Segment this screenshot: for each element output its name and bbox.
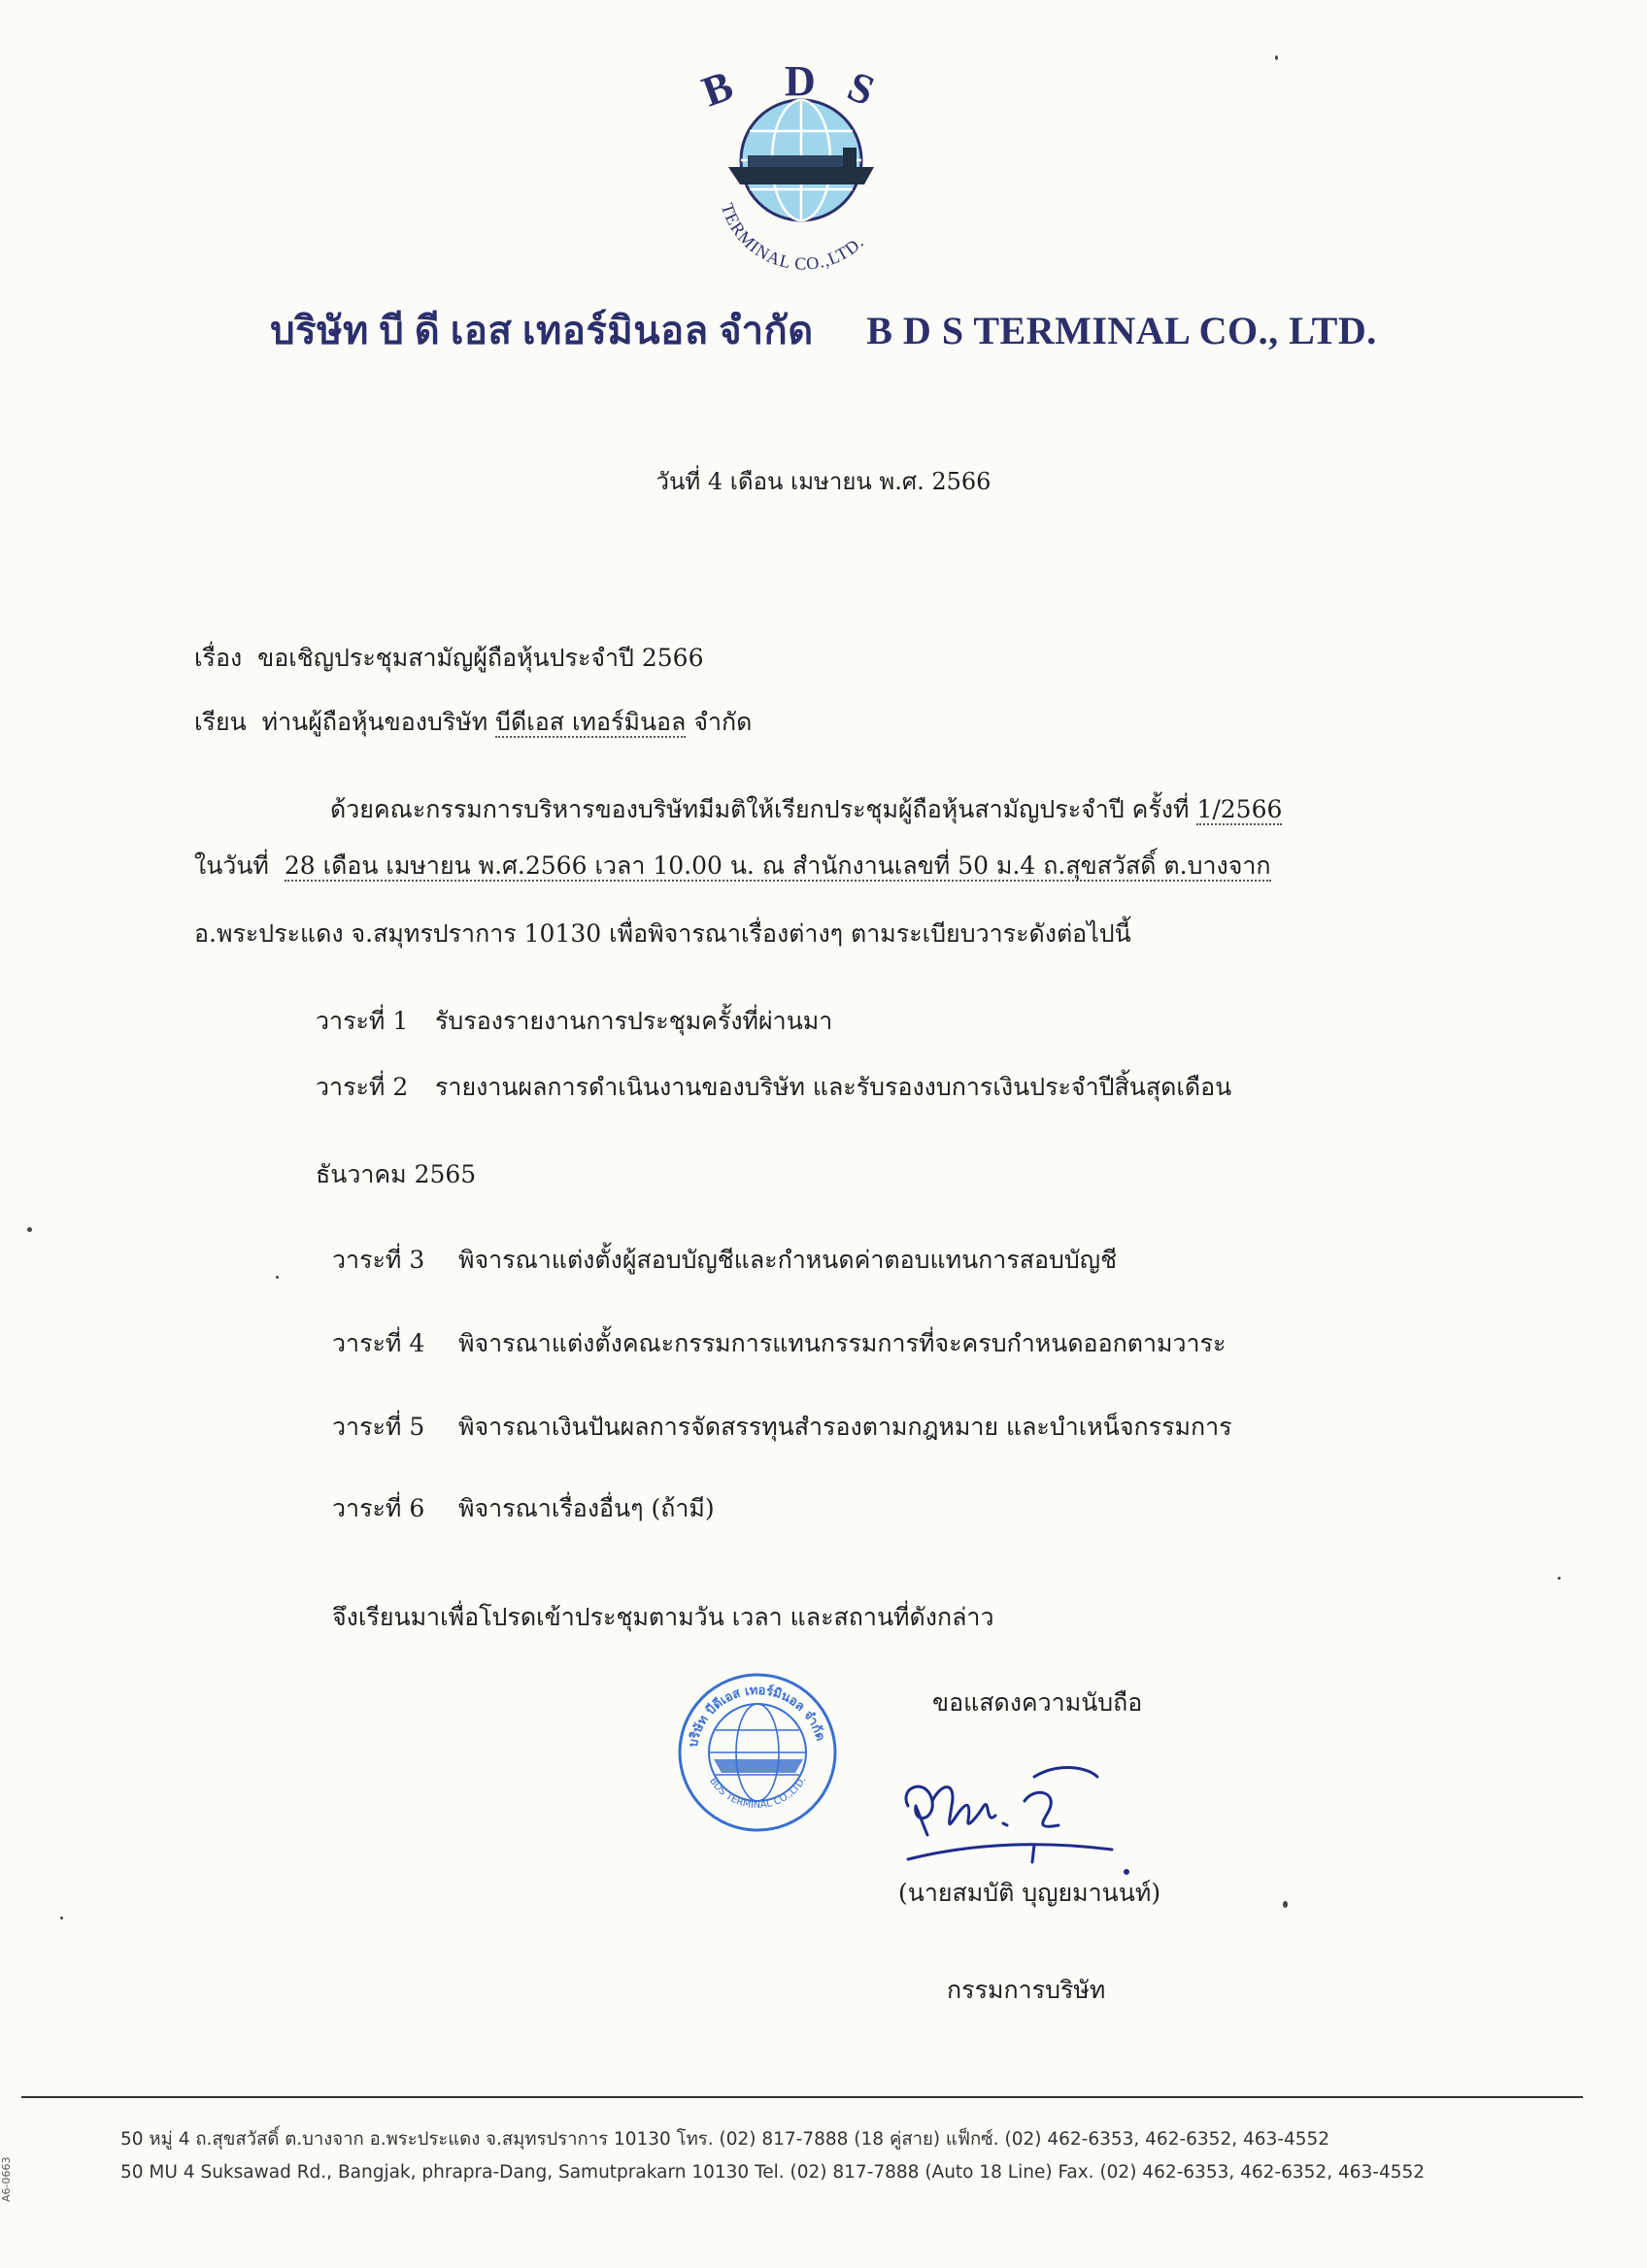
scan-speck: [1275, 55, 1278, 60]
agenda-item-2-continued: ธันวาคม 2565: [316, 1160, 477, 1188]
agenda-text: พิจารณาแต่งตั้งคณะกรรมการแทนกรรมการที่จะครบกำหนดออกตามวาระ: [458, 1329, 1227, 1357]
signer-title: กรรมการบริษัท: [947, 1976, 1106, 2004]
seal-subtext: BDS TERMINAL CO.,LTD.: [707, 1775, 809, 1812]
agenda-label: วาระที่ 6: [332, 1494, 425, 1522]
paragraph-line-3: อ.พระประแดง จ.สมุทรปราการ 10130 เพื่อพิจารณาเรื่องต่างๆ ตามระเบียบวาระดังต่อไปนี้: [194, 919, 1131, 948]
scan-speck: [1283, 1901, 1288, 1908]
agenda-item-4: [332, 1324, 1226, 1363]
scan-speck: [60, 1917, 63, 1919]
paragraph-line-2: [194, 847, 1271, 885]
recipient-label: เรียน: [194, 708, 247, 736]
paragraph-line-1-text: ด้วยคณะกรรมการบริหารของบริษัทมีมติให้เรียกประชุมผู้ถือหุ้นสามัญประจำปี ครั้งที่: [330, 795, 1190, 823]
paragraph-line-2-label: ในวันที่: [194, 851, 269, 880]
closing-sentence: จึงเรียนมาเพื่อโปรดเข้าประชุมตามวัน เวลา และสถานที่ดังกล่าว: [332, 1603, 994, 1631]
signer-name: (นายสมบัติ บุญยมานนท์): [898, 1879, 1161, 1907]
recipient-line: [194, 703, 752, 742]
agenda-label: วาระที่ 4: [332, 1329, 425, 1357]
agenda-text: พิจารณาเรื่องอื่นๆ (ถ้ามี): [458, 1494, 715, 1522]
scan-speck: [27, 1227, 32, 1232]
footer-address-en: 50 MU 4 Suksawad Rd., Bangjak, phrapra-Dang, Samutprakarn 10130 Tel. (02) 817-7888 (Auto 18 Line) Fax. (02) 462-6353, 462-6352, 463-4552: [120, 2162, 1426, 2183]
recipient-company: บีดีเอส เทอร์มินอล: [495, 708, 687, 736]
agenda-text: พิจารณาแต่งตั้งผู้สอบบัญชีและกำหนดค่าตอบแทนการสอบบัญชี: [458, 1246, 1118, 1274]
agenda-item-3: [332, 1241, 1117, 1280]
company-seal: [675, 1670, 840, 1835]
paragraph-line-1: [330, 790, 1282, 829]
seal-text: บริษัท บีดีเอส เทอร์มินอล จำกัด: [686, 1683, 828, 1749]
logo-ring-text: TERMINAL CO.,LTD.: [717, 200, 868, 274]
document-code: A6-0663: [0, 2156, 13, 2202]
agenda-label: วาระที่ 5: [332, 1413, 425, 1441]
agenda-item-5: [332, 1408, 1232, 1447]
company-name-en: B D S TERMINAL CO., LTD.: [866, 309, 1377, 352]
letter-date: วันที่ 4 เดือน เมษายน พ.ศ. 2566: [655, 468, 992, 495]
agenda-label: วาระที่ 3: [332, 1246, 425, 1274]
logo-letter-s: S: [841, 61, 882, 116]
agenda-text: รายงานผลการดำเนินงานของบริษัท และรับรองงบการเงินประจำปีสิ้นสุดเดือน: [435, 1073, 1232, 1101]
scan-speck: [1558, 1577, 1561, 1580]
agenda-item-1: [316, 1002, 832, 1041]
subject-label: เรื่อง: [194, 644, 243, 672]
bds-logo: [680, 58, 923, 282]
meeting-number: 1/2566: [1196, 795, 1283, 823]
footer-address-th: 50 หมู่ 4 ถ.สุขสวัสดิ์ ต.บางจาก อ.พระประแดง จ.สมุทรปราการ 10130 โทร. (02) 817-7888 (18 คู่สาย) แฟ็กซ์. (02) 462-6353, 462-6352, 463-4552: [120, 2129, 1330, 2150]
handwritten-signature: [889, 1748, 1141, 1893]
regards: ขอแสดงความนับถือ: [932, 1688, 1143, 1717]
agenda-text: รับรองรายงานการประชุมครั้งที่ผ่านมา: [435, 1007, 833, 1035]
agenda-text: พิจารณาเงินปันผลการจัดสรรทุนสำรองตามกฎหมาย และบำเหน็จกรรมการ: [458, 1413, 1232, 1441]
subject-text: ขอเชิญประชุมสามัญผู้ถือหุ้นประจำปี 2566: [257, 644, 704, 672]
recipient-text: ท่านผู้ถือหุ้นของบริษัท: [261, 708, 488, 736]
footer-divider: [21, 2096, 1583, 2098]
meeting-datetime-place: 28 เดือน เมษายน พ.ศ.2566 เวลา 10.00 น. ณ สำนักงานเลขที่ 50 ม.4 ถ.สุขสวัสดิ์ ต.บางจาก: [284, 851, 1271, 880]
logo-letter-d: D: [785, 58, 816, 105]
company-name: [0, 299, 1647, 361]
agenda-label: วาระที่ 1: [316, 1007, 409, 1035]
agenda-item-2: [316, 1068, 1231, 1107]
agenda-label: วาระที่ 2: [316, 1073, 409, 1101]
subject-line: [194, 639, 704, 678]
scan-speck: [276, 1276, 279, 1279]
recipient-suffix: จำกัด: [693, 708, 753, 736]
agenda-item-6: [332, 1489, 715, 1528]
company-name-th: บริษัท บี ดี เอส เทอร์มินอล จำกัด: [270, 309, 814, 352]
logo-letter-b: B: [695, 61, 740, 117]
